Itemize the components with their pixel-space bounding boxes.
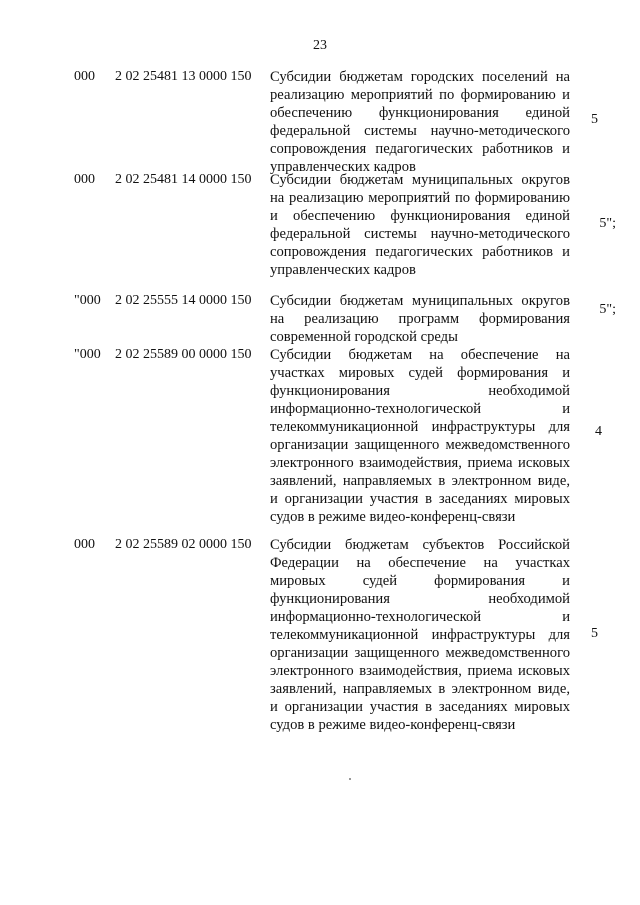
amount-value: 5 — [591, 626, 598, 641]
revenue-name: Субсидии бюджетам муниципальных округов на реализацию программ формирования современной городской среды — [270, 293, 570, 345]
table-row — [0, 171, 640, 292]
page-number: 23 — [313, 38, 327, 53]
admin-code: 000 — [74, 172, 95, 187]
amount-value: 5 — [591, 112, 598, 127]
amount-value: 5"; — [599, 302, 616, 317]
revenue-name: Субсидии бюджетам на обеспечение на участках мировых судей формирования и функционирования необходимой информационно-технологической и телекоммуникационной инфраструктуры для организации защищенного межведомственного электронного взаимодействия, приема исковых заявлений, направляемых в электронном виде, и организации участия в заседаниях мировых судов в режиме видео-конференц-связи — [270, 347, 570, 525]
admin-code: "000 — [74, 347, 101, 362]
budget-classification-code: 2 02 25589 02 0000 150 — [115, 537, 252, 552]
admin-code: 000 — [74, 537, 95, 552]
admin-code: "000 — [74, 293, 101, 308]
table-row — [0, 346, 640, 536]
scan-speck — [349, 778, 351, 780]
table-row — [0, 292, 640, 346]
budget-code-table — [0, 68, 640, 736]
admin-code: 000 — [74, 69, 95, 84]
budget-classification-code: 2 02 25481 14 0000 150 — [115, 172, 252, 187]
revenue-name: Субсидии бюджетам городских поселений на реализацию мероприятий по формированию и обеспечению функционирования единой федеральной системы научно-методического сопровождения педагогических работников и управленческих кадров — [270, 69, 570, 175]
budget-classification-code: 2 02 25555 14 0000 150 — [115, 293, 252, 308]
budget-classification-code: 2 02 25589 00 0000 150 — [115, 347, 252, 362]
table-row — [0, 536, 640, 736]
amount-value: 4 — [595, 424, 602, 439]
revenue-name: Субсидии бюджетам муниципальных округов на реализацию мероприятий по формированию и обеспечению функционирования единой федеральной системы научно-методического сопровождения педагогических работников и управленческих кадров — [270, 172, 570, 278]
revenue-name: Субсидии бюджетам субъектов Российской Федерации на обеспечение на участках мировых судей формирования и функционирования необходимой информационно-технологической и телекоммуникационной инфраструктуры для организации защищенного межведомственного электронного взаимодействия, приема исковых заявлений, направляемых в электронном виде, и организации участия в заседаниях мировых судов в режиме видео-конференц-связи — [270, 537, 570, 733]
amount-value: 5"; — [599, 216, 616, 231]
table-row — [0, 68, 640, 175]
budget-classification-code: 2 02 25481 13 0000 150 — [115, 69, 252, 84]
